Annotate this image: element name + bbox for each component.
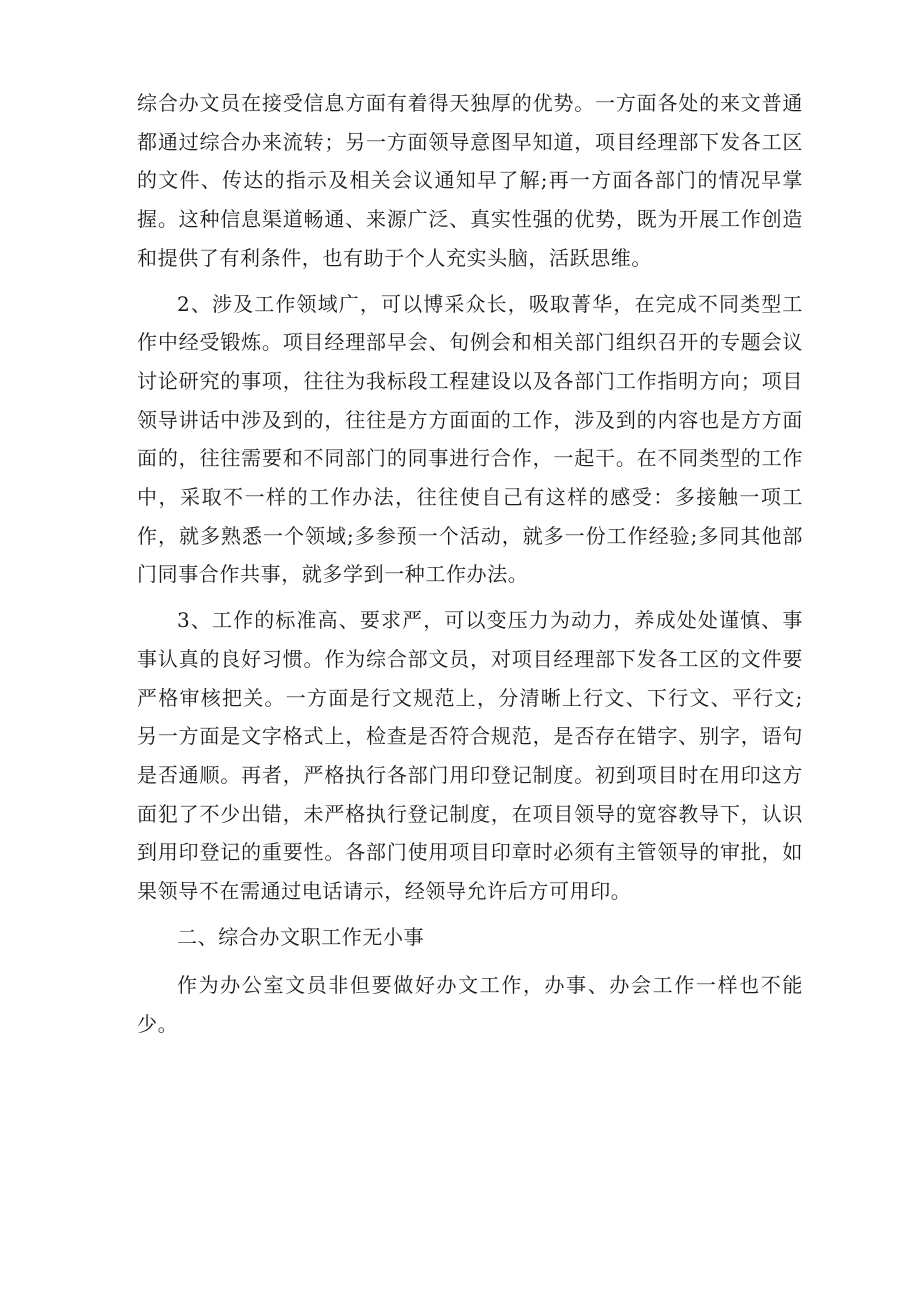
paragraph-section-2-intro: 作为办公室文员非但要做好办文工作，办事、办会工作一样也不能少。 xyxy=(137,973,803,1037)
paragraph-information-advantage: 综合办文员在接受信息方面有着得天独厚的优势。一方面各处的来文普通都通过综合办来流转；另一方面领导意图早知道，项目经理部下发各工区的文件、传达的指示及相关会议通知早了解;再一方面各部门的情况早掌握。这种信息渠道畅通、来源广泛、真实性强的优势，既为开展工作创造和提供了有利条件，也有助于个人充实头脑，活跃思维。 xyxy=(137,91,803,270)
section-heading-2: 二、综合办文职工作无小事 xyxy=(177,924,425,949)
paragraph-point-2: 2、涉及工作领域广，可以博采众长，吸取菁华，在完成不同类型工作中经受锻炼。项目经理部早会、旬例会和相关部门组织召开的专题会议讨论研究的事项，往往为我标段工程建设以及各部门工作指明方向；项目领导讲话中涉及到的，往往是方方面面的工作，涉及到的内容也是方方面面的，往往需要和不同部门的同事进行合作，一起干。在不同类型的工作中，采取不一样的工作办法，往往使自己有这样的感受：多接触一项工作，就多熟悉一个领域;多参预一个活动，就多一份工作经验;多同其他部门同事合作共事，就多学到一种工作办法。 xyxy=(137,291,803,587)
paragraph-point-3: 3、工作的标准高、要求严，可以变压力为动力，养成处处谨慎、事事认真的良好习惯。作为综合部文员，对项目经理部下发各工区的文件要严格审核把关。一方面是行文规范上，分清晰上行文、下行文、平行文;另一方面是文字格式上，检查是否符合规范，是否存在错字、别字，语句是否通顺。再者，严格执行各部门用印登记制度。初到项目时在用印这方面犯了不少出错，未严格执行登记制度，在项目领导的宽容教导下，认识到用印登记的重要性。各部门使用项目印章时必须有主管领导的审批，如果领导不在需通过电话请示，经领导允许后方可用印。 xyxy=(137,608,803,904)
document-body xyxy=(137,84,803,1044)
